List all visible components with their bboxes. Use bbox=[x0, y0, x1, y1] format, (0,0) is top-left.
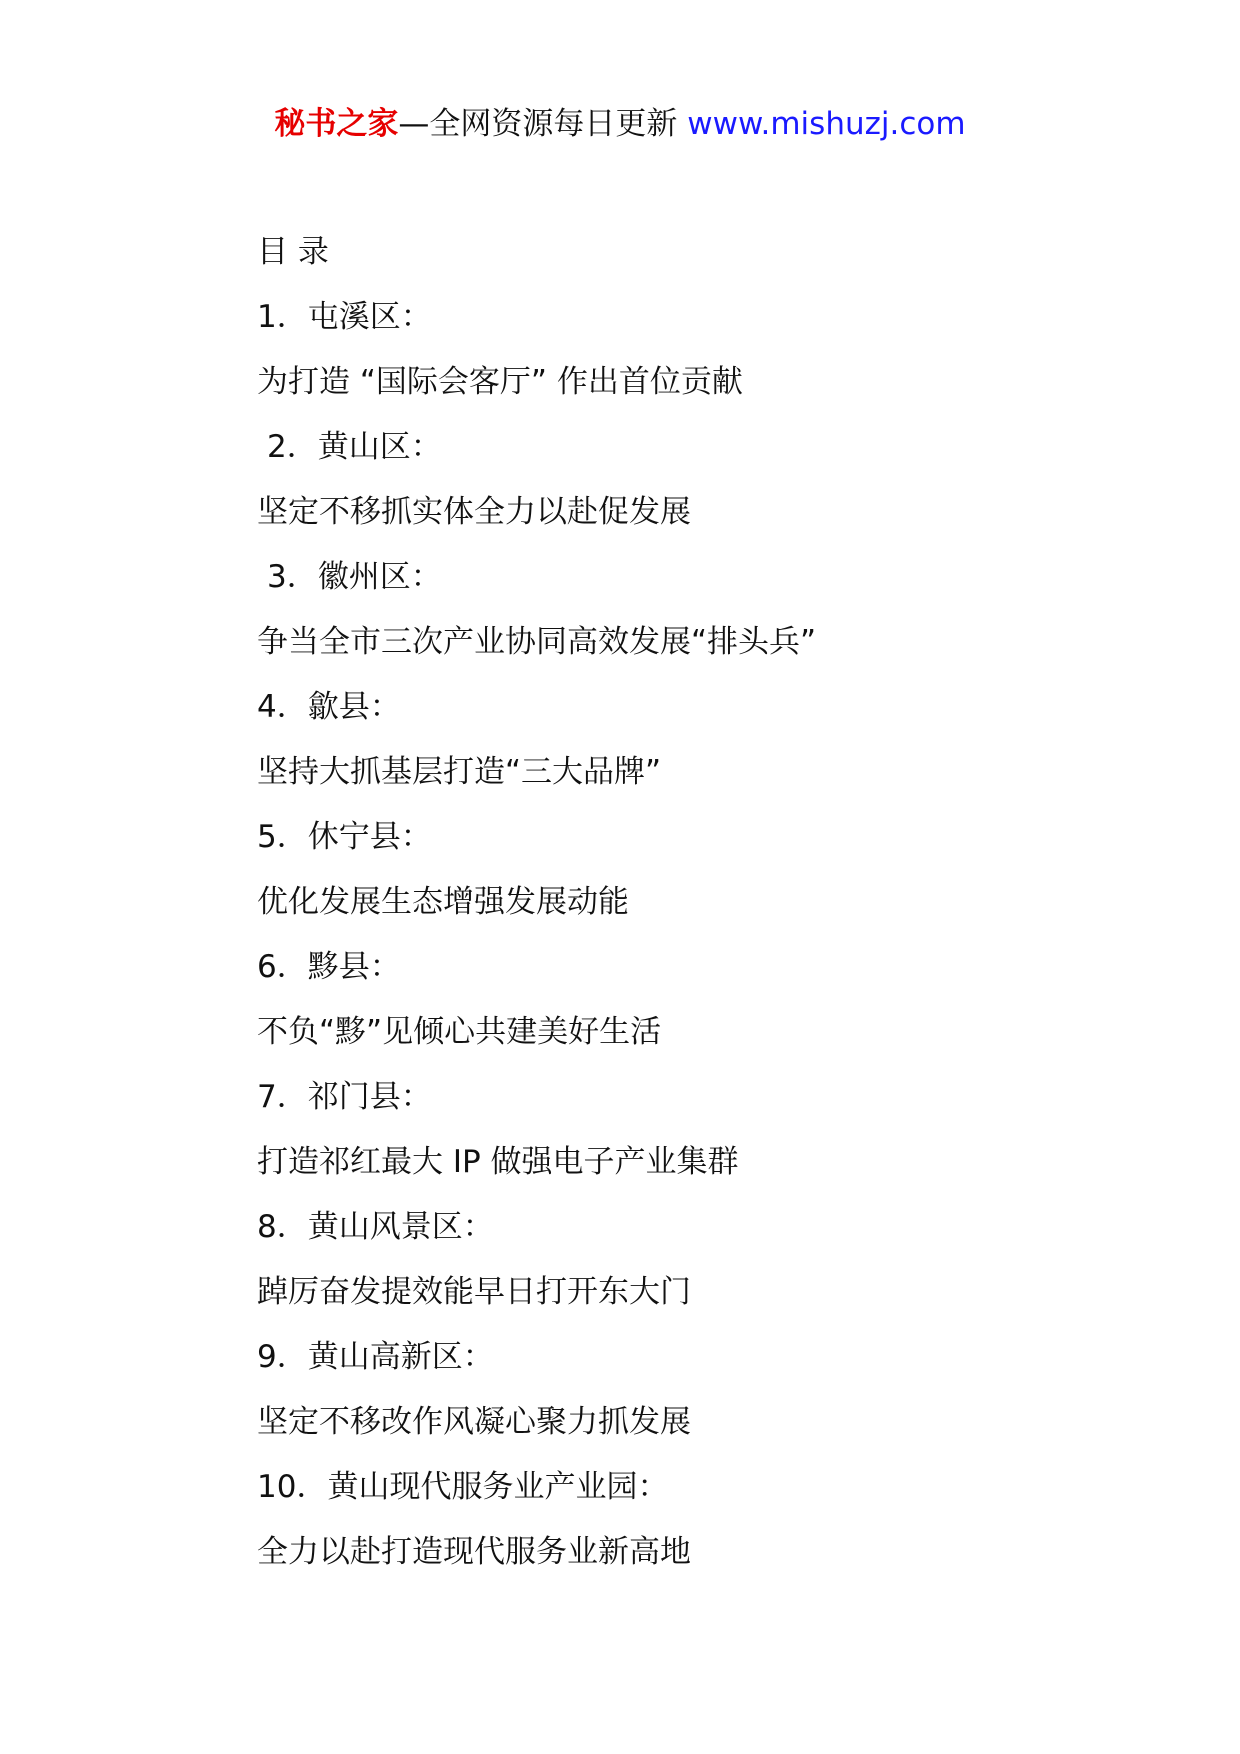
brand-name: 秘书之家 bbox=[274, 106, 399, 142]
table-of-contents bbox=[257, 230, 1157, 1595]
toc-entry bbox=[257, 685, 1157, 815]
site-url-link[interactable]: www.mishuzj.com bbox=[687, 106, 966, 142]
toc-heading: 3．徽州区： bbox=[267, 559, 442, 595]
toc-subtitle: 踔厉奋发提效能早日打开东大门 bbox=[257, 1274, 691, 1310]
toc-subtitle: 坚定不移抓实体全力以赴促发展 bbox=[257, 494, 691, 530]
toc-entry bbox=[257, 425, 1157, 555]
toc-heading: 4．歙县： bbox=[257, 689, 401, 725]
toc-entry bbox=[257, 815, 1157, 945]
toc-heading: 9．黄山高新区： bbox=[257, 1339, 494, 1375]
toc-subtitle: 争当全市三次产业协同高效发展“排头兵” bbox=[257, 624, 817, 660]
toc-entry bbox=[257, 1335, 1157, 1465]
site-header bbox=[0, 100, 1240, 148]
toc-entry bbox=[257, 1465, 1157, 1595]
toc-subtitle: 坚定不移改作风凝心聚力抓发展 bbox=[257, 1404, 691, 1440]
toc-heading: 5．休宁县： bbox=[257, 819, 432, 855]
toc-entry bbox=[257, 945, 1157, 1075]
toc-heading: 8．黄山风景区： bbox=[257, 1209, 494, 1245]
toc-heading: 1．屯溪区： bbox=[257, 299, 432, 335]
toc-subtitle: 优化发展生态增强发展动能 bbox=[257, 884, 629, 920]
toc-subtitle: 为打造 “国际会客厅” 作出首位贡献 bbox=[257, 364, 743, 400]
site-tagline: —全网资源每日更新 bbox=[398, 106, 678, 142]
toc-heading: 10．黄山现代服务业产业园： bbox=[257, 1469, 669, 1505]
toc-entry bbox=[257, 295, 1157, 425]
toc-subtitle: 打造祁红最大 IP 做强电子产业集群 bbox=[257, 1144, 739, 1180]
toc-entry bbox=[257, 1075, 1157, 1205]
toc-heading: 6．黟县： bbox=[257, 949, 401, 985]
toc-heading: 2．黄山区： bbox=[267, 429, 442, 465]
toc-subtitle: 不负“黟”见倾心共建美好生活 bbox=[257, 1014, 662, 1050]
toc-entry bbox=[257, 555, 1157, 685]
toc-title: 目 录 bbox=[257, 234, 329, 270]
toc-entry bbox=[257, 1205, 1157, 1335]
toc-subtitle: 全力以赴打造现代服务业新高地 bbox=[257, 1534, 691, 1570]
toc-subtitle: 坚持大抓基层打造“三大品牌” bbox=[257, 754, 662, 790]
toc-heading: 7．祁门县： bbox=[257, 1079, 432, 1115]
